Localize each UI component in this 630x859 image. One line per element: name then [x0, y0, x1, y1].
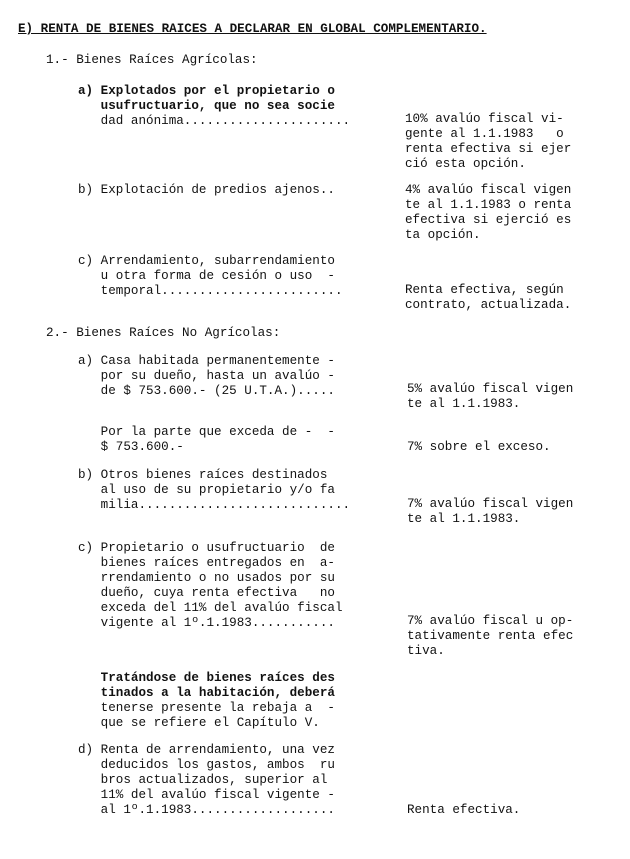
- item-line: al uso de su propietario y/o fa: [78, 483, 335, 497]
- item-line: Tratándose de bienes raíces des: [78, 671, 335, 685]
- item-value-line: 7% avalúo fiscal vigen: [407, 497, 574, 511]
- heading-no-agricolas: 2.- Bienes Raíces No Agrícolas:: [46, 326, 281, 340]
- item-line: milia............................: [78, 498, 351, 512]
- item-value-line: 5% avalúo fiscal vigen: [407, 382, 574, 396]
- item-line: 11% del avalúo fiscal vigente -: [78, 788, 335, 802]
- item-line: de $ 753.600.- (25 U.T.A.).....: [78, 384, 335, 398]
- item-value-line: renta efectiva si ejer: [405, 142, 572, 156]
- item-value-line: ció esta opción.: [405, 157, 526, 171]
- item-line: exceda del 11% del avalúo fiscal: [78, 601, 343, 615]
- item-value-line: te al 1.1.1983 o renta: [405, 198, 572, 212]
- item-value-line: ta opción.: [405, 228, 481, 242]
- item-line: b) Otros bienes raíces destinados: [78, 468, 328, 482]
- item-value-line: 10% avalúo fiscal vi-: [405, 112, 564, 126]
- item-value-line: 4% avalúo fiscal vigen: [405, 183, 572, 197]
- item-value-line: te al 1.1.1983.: [407, 397, 521, 411]
- item-line: por su dueño, hasta un avalúo -: [78, 369, 335, 383]
- item-value-line: te al 1.1.1983.: [407, 512, 521, 526]
- item-value-line: gente al 1.1.1983 o: [405, 127, 564, 141]
- item-line: bienes raíces entregados en a-: [78, 556, 335, 570]
- item-value-line: efectiva si ejerció es: [405, 213, 572, 227]
- item-line: rrendamiento o no usados por su: [78, 571, 335, 585]
- item-line: tinados a la habitación, deberá: [78, 686, 335, 700]
- item-value-line: 7% avalúo fiscal u op-: [407, 614, 574, 628]
- item-value-line: 7% sobre el exceso.: [407, 440, 551, 454]
- item-line: tenerse presente la rebaja a -: [78, 701, 335, 715]
- item-value-line: Renta efectiva, según: [405, 283, 564, 297]
- item-line: temporal........................: [78, 284, 343, 298]
- item-line: dueño, cuya renta efectiva no: [78, 586, 335, 600]
- item-line: u otra forma de cesión o uso -: [78, 269, 335, 283]
- item-line: b) Explotación de predios ajenos..: [78, 183, 335, 197]
- item-line: dad anónima......................: [78, 114, 351, 128]
- item-line: que se refiere el Capítulo V.: [78, 716, 320, 730]
- heading-agricolas: 1.- Bienes Raíces Agrícolas:: [46, 53, 258, 67]
- item-line: c) Propietario o usufructuario de: [78, 541, 335, 555]
- item-line: $ 753.600.-: [78, 440, 184, 454]
- item-line: Por la parte que exceda de - -: [78, 425, 335, 439]
- item-line: vigente al 1º.1.1983...........: [78, 616, 335, 630]
- item-line: al 1º.1.1983...................: [78, 803, 335, 817]
- item-line: deducidos los gastos, ambos ru: [78, 758, 335, 772]
- section-title: E) RENTA DE BIENES RAICES A DECLARAR EN GLOBAL COMPLEMENTARIO.: [18, 22, 487, 36]
- item-value-line: tativamente renta efec: [407, 629, 574, 643]
- item-line: bros actualizados, superior al: [78, 773, 328, 787]
- item-line: usufructuario, que no sea socie: [78, 99, 335, 113]
- item-line: c) Arrendamiento, subarrendamiento: [78, 254, 335, 268]
- item-line: d) Renta de arrendamiento, una vez: [78, 743, 335, 757]
- item-line: a) Casa habitada permanentemente -: [78, 354, 335, 368]
- item-value-line: tiva.: [407, 644, 445, 658]
- item-line: a) Explotados por el propietario o: [78, 84, 335, 98]
- item-value-line: contrato, actualizada.: [405, 298, 572, 312]
- item-value-line: Renta efectiva.: [407, 803, 521, 817]
